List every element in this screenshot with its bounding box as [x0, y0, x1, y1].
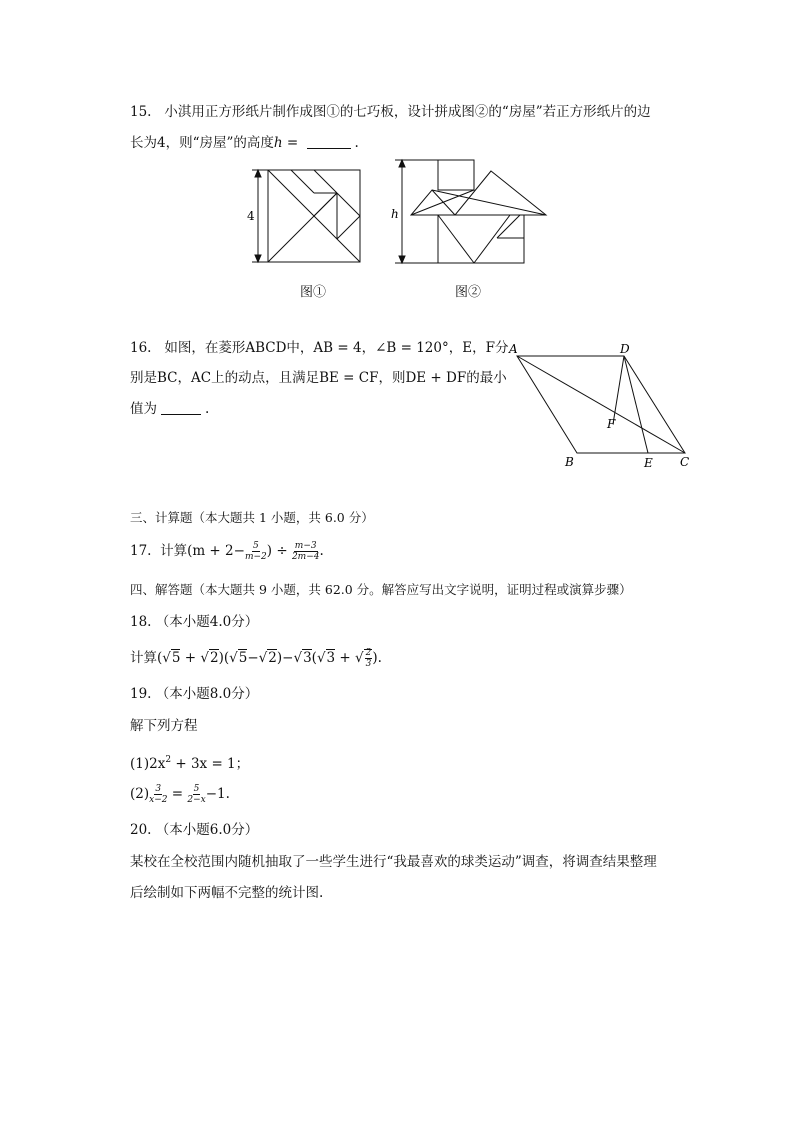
q18-frac-num: 2 [365, 648, 372, 658]
q16-end: . [205, 401, 210, 417]
label-D: D [620, 342, 630, 356]
q16-number: 16. [130, 340, 152, 356]
q16-text-line1: 如图，在菱形ABCD中，AB = 4，∠B = 120°，E，F分 [164, 340, 509, 356]
q20-header: 20. （本小题6.0分） [130, 822, 259, 838]
q18-plus-b: + [335, 650, 356, 666]
q17-number: 17. [130, 543, 152, 559]
q16-answer-blank [161, 400, 201, 415]
q19-f2-num: 5 [193, 784, 200, 794]
fig2-height-label: h [391, 207, 399, 221]
q19-f1-den: x−2 [149, 795, 168, 805]
q18-frac-den: 3 [365, 659, 372, 669]
q17-frac1-den: m−2 [244, 552, 267, 562]
q19-f1-num: 3 [155, 784, 162, 794]
q17-frac2-den: 2m−4 [291, 552, 320, 562]
section3-heading: 三、计算题（本大题共 1 小题，共 6.0 分） [130, 510, 374, 525]
q17-fraction-1 [245, 541, 267, 562]
q18-mid3: ( [311, 650, 317, 666]
q17-frac1-num: 5 [252, 541, 259, 551]
q18-prefix: 计算( [130, 650, 163, 666]
q18-mid: )( [218, 650, 230, 666]
q20-line2: 后绘制如下两幅不完整的统计图. [130, 885, 324, 901]
q15-text-line2: 长为4，则“房屋”的高度 [130, 135, 274, 151]
q15-text-line1: 小淇用正方形纸片制作成图①的七巧板，设计拼成图②的“房屋”若正方形纸片的边 [164, 104, 651, 120]
label-B: B [565, 455, 574, 469]
q15-number: 15. [130, 104, 152, 120]
q15-eq: = [282, 135, 303, 151]
q18-minus: − [247, 650, 259, 666]
q19-eq2 [130, 784, 230, 805]
q18-mid2: )− [276, 650, 294, 666]
q16-line1 [130, 338, 508, 358]
q18-header: 18. （本小题4.0分） [130, 614, 259, 630]
fig1-caption: 图① [300, 285, 327, 300]
q18-sqrt3-b: 3 [326, 650, 336, 666]
q15-line2 [130, 133, 359, 153]
q19-header: 19. （本小题8.0分） [130, 686, 259, 702]
rhombus-figure [505, 338, 695, 473]
q18-end: ). [372, 650, 382, 666]
q15-var-h: h [273, 135, 283, 151]
q17-end: . [319, 543, 324, 559]
q18-expression: 计算(√5 + √2)(√5−√2)−√3(√3 + √ $\frac{2}{3}$ ). [130, 648, 382, 669]
q18-sqrt2: 2 [210, 650, 219, 666]
q17-prefix: 计算(m + 2− [160, 543, 245, 559]
q18-sqrt5: 5 [171, 650, 181, 666]
q19-f2-den: 2−x [187, 795, 206, 805]
q16-text-line3: 值为 [130, 401, 157, 417]
q19-eq1-rest: + 3x = 1； [171, 756, 250, 772]
q19-eq1-sup: 2 [165, 755, 172, 765]
q15-end: . [354, 135, 359, 151]
q18-sqrt3: 3 [303, 650, 312, 666]
label-E: E [644, 456, 653, 470]
q20-line1: 某校在全校范围内随机抽取了一些学生进行“我最喜欢的球类运动”调查，将调查结果整理 [130, 854, 657, 870]
label-F: F [607, 417, 616, 431]
q18-sqrt2-b: 2 [268, 650, 277, 666]
label-A: A [509, 342, 518, 356]
q15-answer-blank [307, 134, 351, 149]
q19-eq2-mid: = [167, 786, 188, 802]
q19-eq1-prefix: (1)2x [130, 756, 166, 772]
q16-line2: 别是BC，AC上的动点，且满足BE = CF，则DE + DF的最小 [130, 370, 507, 386]
section4-heading: 四、解答题（本大题共 9 小题，共 62.0 分。解答应写出文字说明，证明过程或演算步骤） [130, 582, 632, 597]
q15-line1 [130, 102, 651, 122]
q19-intro: 解下列方程 [130, 718, 198, 734]
q16-line3 [130, 399, 209, 419]
fig2-caption: 图② [455, 285, 482, 300]
q17-fraction-2 [292, 541, 320, 562]
q18-plus: + [180, 650, 201, 666]
q18-sqrt5-b: 5 [238, 650, 248, 666]
q19-fraction-1 [149, 784, 167, 805]
house-figure-2 [385, 155, 555, 270]
label-C: C [680, 455, 690, 469]
fig1-side-label: 4 [247, 209, 255, 223]
q19-fraction-2 [187, 784, 205, 805]
q19-eq2-prefix: (2) [130, 786, 150, 802]
q19-eq2-end: −1. [205, 786, 230, 802]
q17-line [130, 541, 324, 562]
q17-frac2-num: m−3 [294, 541, 317, 551]
q19-eq1 [130, 750, 249, 774]
tangram-figure-1 [240, 160, 370, 270]
q17-mid: ) ÷ [266, 543, 292, 559]
